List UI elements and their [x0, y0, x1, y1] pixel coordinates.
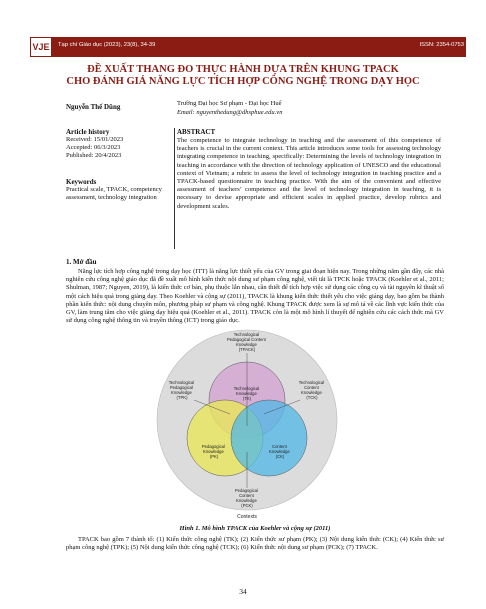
paper-title — [40, 64, 446, 88]
contexts-label: Contexts — [237, 514, 257, 520]
author-name: Nguyễn Thế Dũng — [66, 103, 121, 111]
article-history — [66, 128, 170, 160]
published-date: Published: 20/4/2023 — [66, 152, 122, 159]
ck-label: Content Knowledge (CK) — [269, 444, 290, 459]
tck-label: Technological Content Knowledge (TCK) — [298, 380, 325, 400]
abstract-text: The competence to integrate technology in teaching and the assessment of this competence of teachers is crucial in the current context. This article introduces some tools for assessing technology integrating competence in teaching, specifically: Determining the levels of technology integration in teaching in accordance with the direction of technology application of UNESCO and the educational context of Vietnam; a rubric to assess the level of technology integration in teaching practice and a TPACK-based questionnaire in teaching practice. With the aim of the convenient and effective assessment of teachers’ competence and the level of technology integration in teaching, it is necessary to devise appropriate and efficient scales in applied practice, develop rubrics and development scales. — [177, 137, 441, 210]
intro-paragraph: Năng lực tích hợp công nghệ trong dạy học (ITT) là năng lực thiết yếu của GV trong giai đoạn hiện nay. Trong những năm gần đây, các nhà nghiên cứu công nghệ giáo dục đã đề xuất mô hình kiến thức nội dung sư phạm công nghệ, viết tắt là TPCK hoặc TPACK (Koehler et al., 2011; Shulman, 1987; Nguyen, 2019), là kiến thức cơ bản, phụ thuộc lẫn nhau, cần thiết để tích hợp việc sử dụng các công cụ và tài nguyên kĩ thuật số một cách hiệu quả trong giảng dạy. Theo Koehler và cộng sự (2011), TPACK là khung kiến thức thiết yếu cho việc giảng dạy, bao gồm ba thành phần kiến thức: nội dung chuyên môn, phương pháp sư phạm và công nghệ. Khung TPACK được xem là sự mô tả về các lĩnh vực kiến thức của GV, làm trung tâm cho việc giảng dạy hiệu quả (Koehler et al., 2011). TPACK còn là một mô hình lí thuyết để nghiên cứu các cách thức mà GV sử dụng công nghệ thông tin và truyền thông (ICT) trong giáo dục. — [66, 268, 444, 325]
tpack-venn-diagram — [152, 322, 342, 522]
affiliation — [177, 100, 282, 117]
tpack-center-label: Technological Pedagogical Content Knowledge (TPACK) — [226, 332, 266, 352]
keywords-text: Practical scale, TPACK, competency assessment, technology integration — [66, 186, 162, 201]
journal-logo: VJE — [30, 37, 52, 57]
abstract-heading: ABSTRACT — [177, 128, 216, 136]
tpack-figure — [152, 322, 342, 522]
tpk-label: Technological Pedagogical Knowledge (TPK) — [168, 380, 195, 400]
journal-citation: Tạp chí Giáo dục (2023), 23(8), 34-39 — [58, 42, 156, 48]
title-line-1: ĐỀ XUẤT THANG ĐO THỰC HÀNH DỰA TRÊN KHUNG TPACK — [87, 64, 399, 75]
figure-caption: Hình 1. Mô hình TPACK của Koehler và cộng sự (2011) — [179, 525, 331, 532]
title-line-2: CHO ĐÁNH GIÁ NĂNG LỰC TÍCH HỢP CÔNG NGHỆ TRONG DẠY HỌC — [66, 76, 420, 87]
tpack-components-paragraph: TPACK bao gồm 7 thành tố: (1) Kiến thức công nghệ (TK); (2) Kiến thức sư phạm (PK); (3) Nội dung kiến thức (CK); (4) Kiến thức sư phạm công nghệ (TPK); (5) Nội dung kiến thức công nghệ (TCK); (6) Kiến thức nội dung sư phạm (PCK); (7) TPACK. — [66, 536, 444, 552]
ck-circle — [231, 400, 307, 476]
page-number: 34 — [239, 587, 247, 596]
pk-label: Pedagogical Knowledge (PK) — [201, 444, 225, 459]
pck-label: Pedagogical Content Knowledge (PCK) — [234, 488, 258, 508]
article-history-heading: Article history — [66, 128, 110, 136]
affiliation-org: Trường Đại học Sư phạm - Đại học Huế — [177, 100, 282, 107]
keywords-block — [66, 178, 170, 202]
journal-issn: ISSN: 2354-0753 — [419, 42, 464, 48]
author-email: Email: nguyenthedung@dhsphue.edu.vn — [177, 108, 283, 116]
accepted-date: Accepted: 06/3/2023 — [66, 144, 121, 151]
tk-label: Technological Knowledge (TK) — [233, 386, 260, 401]
keywords-heading: Keywords — [66, 178, 97, 186]
section-heading: 1. Mở đầu — [66, 258, 97, 266]
received-date: Received: 15/01/2023 — [66, 136, 124, 143]
